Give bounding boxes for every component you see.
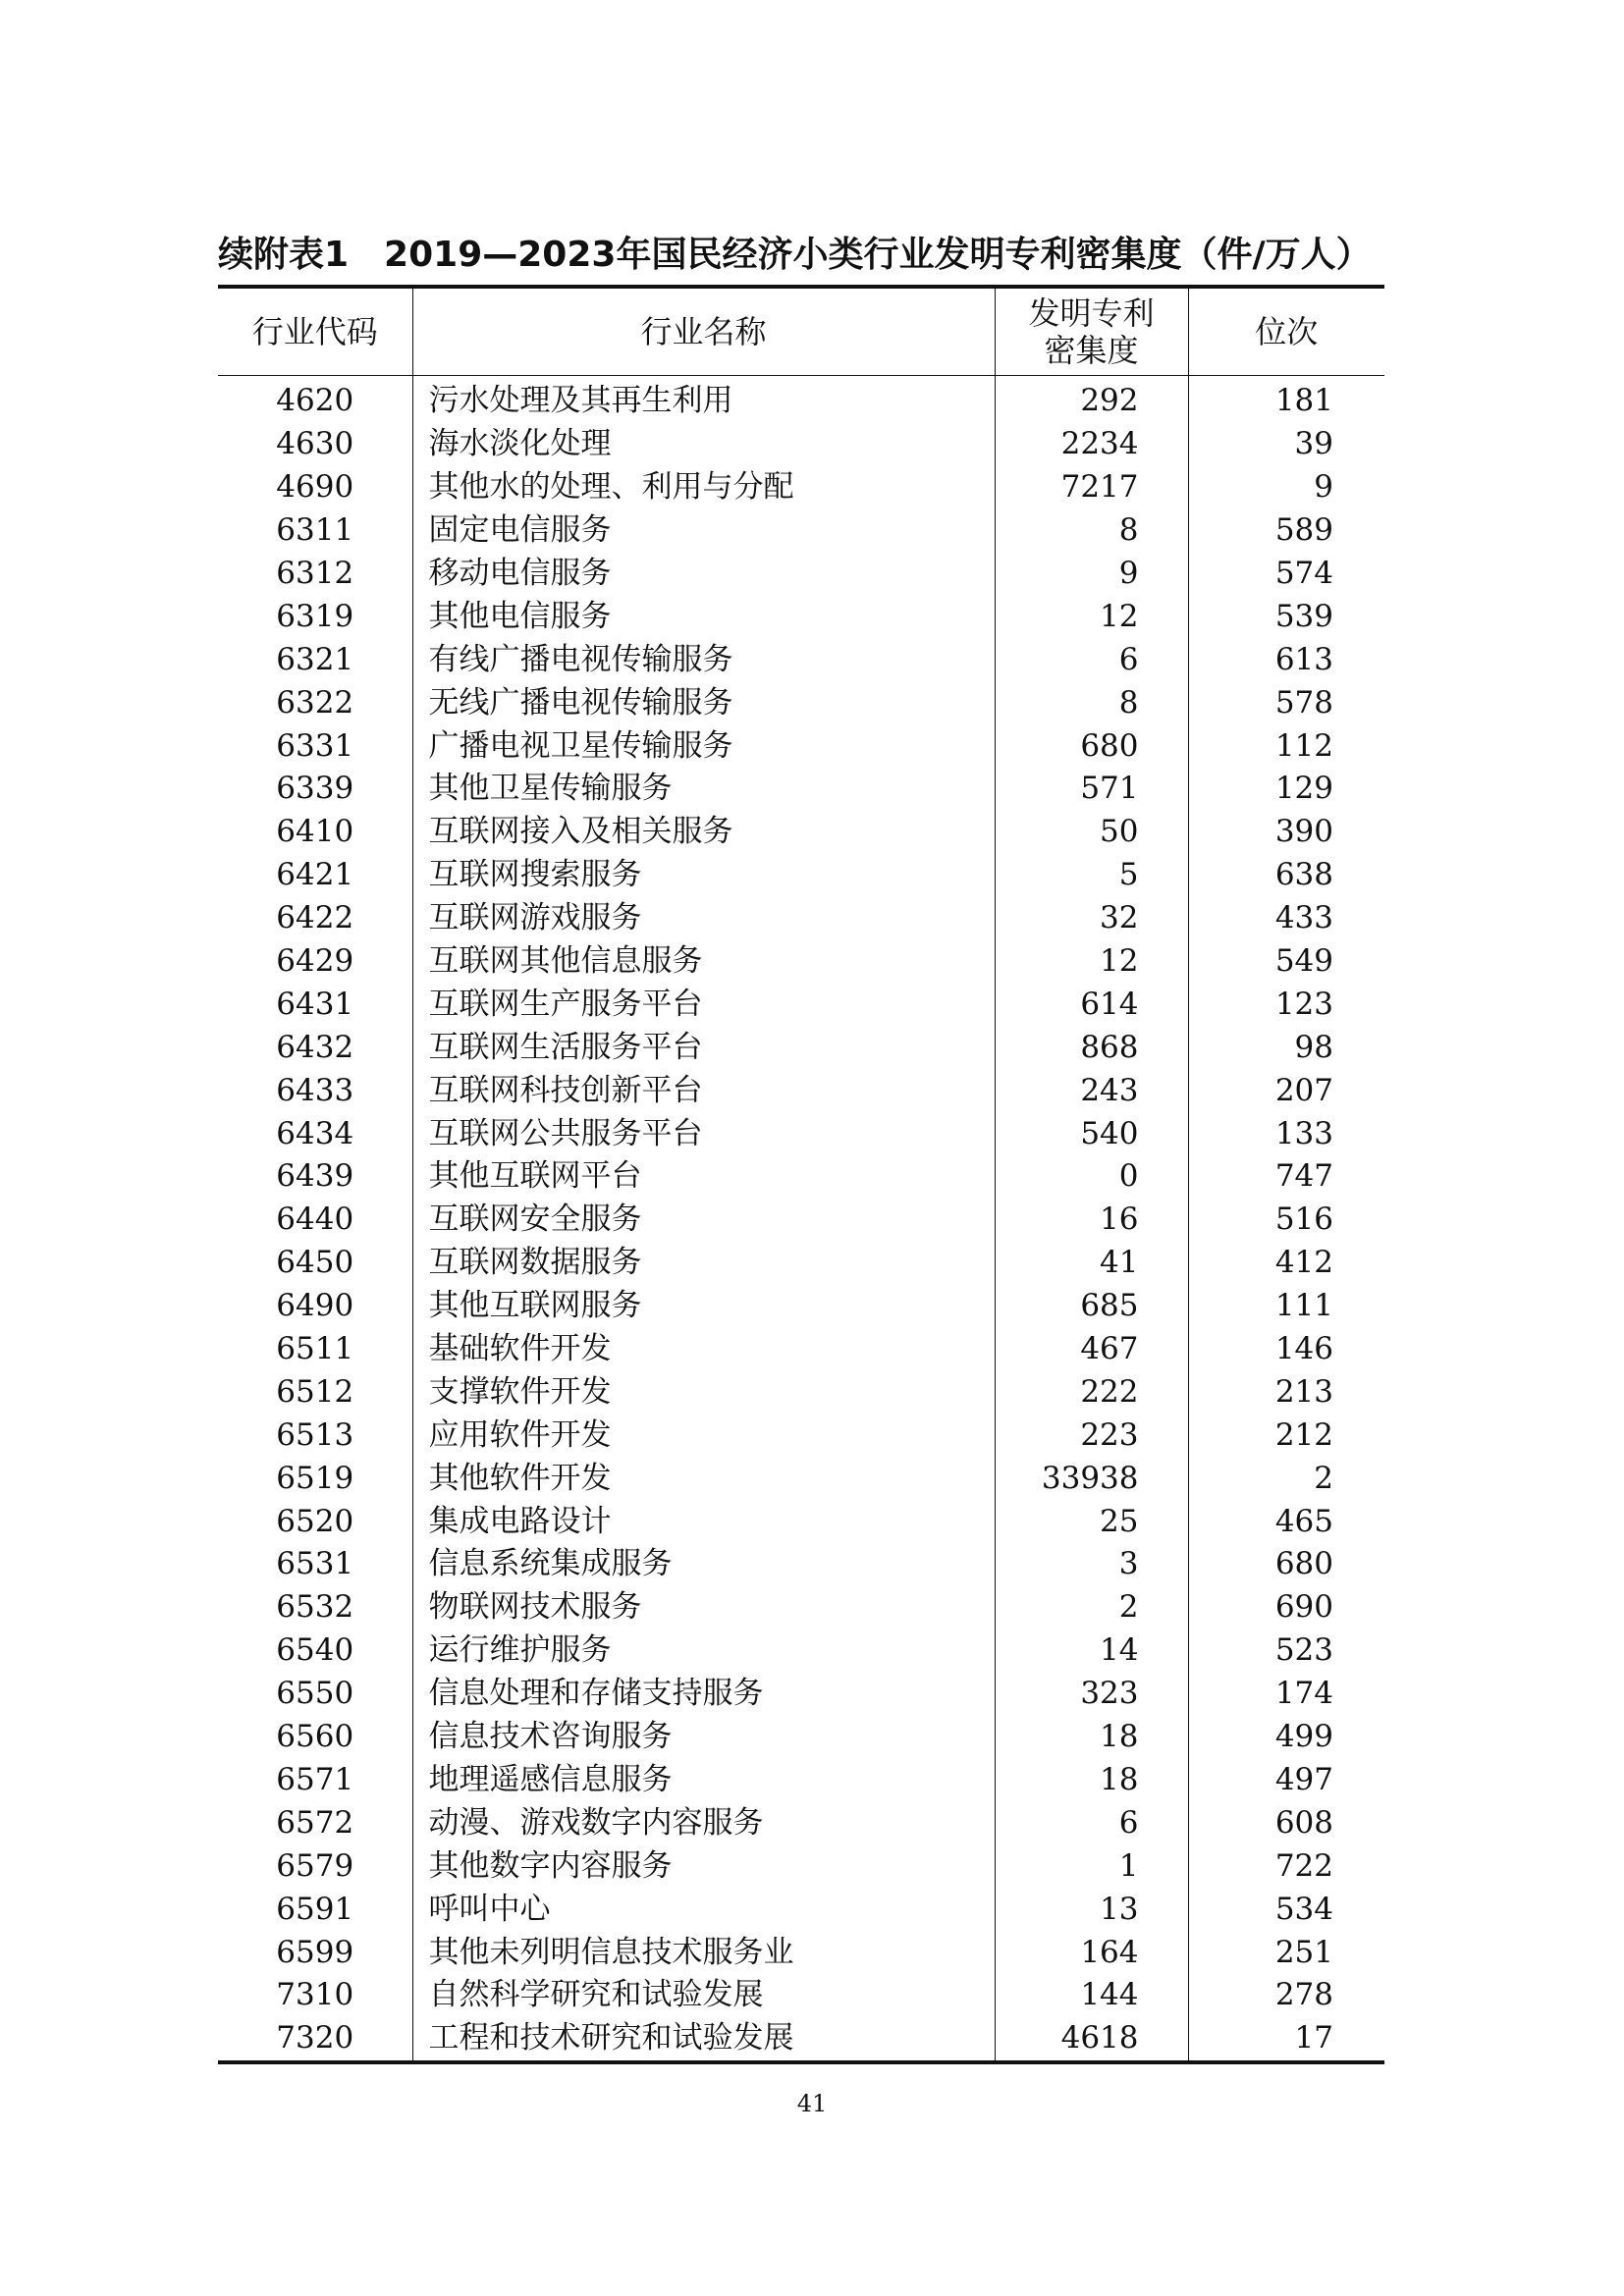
row-name: 广播电视卫星传输服务	[412, 724, 995, 768]
row-rank: 174	[1188, 1673, 1384, 1716]
row-rank: 181	[1188, 376, 1384, 423]
row-rank: 129	[1188, 768, 1384, 811]
row-density: 25	[995, 1500, 1188, 1543]
row-density: 3	[995, 1543, 1188, 1586]
table-row	[218, 681, 1384, 724]
row-density: 222	[995, 1370, 1188, 1414]
table-row	[218, 1285, 1384, 1328]
row-name: 污水处理及其再生利用	[412, 376, 995, 423]
row-name: 其他软件开发	[412, 1457, 995, 1500]
table-row	[218, 1844, 1384, 1888]
row-code: 6422	[276, 900, 354, 936]
row-name: 地理遥感信息服务	[412, 1759, 995, 1802]
row-name: 其他水的处理、利用与分配	[412, 466, 995, 509]
row-code: 6591	[276, 1891, 354, 1927]
row-code: 6490	[276, 1288, 354, 1324]
row-code: 7310	[276, 1977, 354, 2013]
row-name: 信息处理和存储支持服务	[412, 1673, 995, 1716]
row-code: 4620	[276, 383, 354, 419]
row-code: 6520	[276, 1503, 354, 1539]
row-density: 680	[995, 724, 1188, 768]
row-code: 6433	[276, 1072, 354, 1108]
row-code: 6512	[276, 1373, 354, 1410]
table-row	[218, 983, 1384, 1026]
row-code: 4690	[276, 469, 354, 506]
row-code: 6531	[276, 1546, 354, 1582]
table-row	[218, 376, 1384, 423]
row-name: 工程和技术研究和试验发展	[412, 2017, 995, 2062]
table-row	[218, 1543, 1384, 1586]
table-row	[218, 1629, 1384, 1673]
row-name: 互联网其他信息服务	[412, 940, 995, 984]
row-density: 50	[995, 811, 1188, 854]
row-density: 292	[995, 376, 1188, 423]
row-rank: 39	[1188, 423, 1384, 466]
table-row	[218, 1673, 1384, 1716]
row-rank: 111	[1188, 1285, 1384, 1328]
row-density: 868	[995, 1026, 1188, 1069]
row-name: 其他数字内容服务	[412, 1844, 995, 1888]
row-density: 4618	[995, 2017, 1188, 2062]
row-density: 243	[995, 1069, 1188, 1112]
row-code: 6432	[276, 1029, 354, 1065]
header-density-line1: 发明专利	[1028, 294, 1155, 332]
row-code: 6339	[276, 771, 354, 807]
table-row	[218, 1801, 1384, 1844]
row-density: 32	[995, 897, 1188, 940]
row-code: 6560	[276, 1719, 354, 1755]
table-row	[218, 1199, 1384, 1242]
row-rank: 613	[1188, 638, 1384, 681]
table-row	[218, 638, 1384, 681]
table-row	[218, 553, 1384, 596]
row-name: 集成电路设计	[412, 1500, 995, 1543]
row-code: 6572	[276, 1804, 354, 1841]
row-rank: 278	[1188, 1974, 1384, 2017]
row-name: 互联网生产服务平台	[412, 983, 995, 1026]
row-density: 6	[995, 1801, 1188, 1844]
row-name: 固定电信服务	[412, 509, 995, 553]
row-rank: 251	[1188, 1931, 1384, 1974]
row-rank: 574	[1188, 553, 1384, 596]
row-name: 有线广播电视传输服务	[412, 638, 995, 681]
row-rank: 539	[1188, 595, 1384, 638]
row-density: 1	[995, 1844, 1188, 1888]
row-rank: 722	[1188, 1844, 1384, 1888]
row-rank: 390	[1188, 811, 1384, 854]
row-name: 其他卫星传输服务	[412, 768, 995, 811]
header-density	[995, 287, 1188, 376]
row-rank: 465	[1188, 1500, 1384, 1543]
row-code: 6513	[276, 1416, 354, 1453]
table-row	[218, 1457, 1384, 1500]
table-row	[218, 1500, 1384, 1543]
header-rank: 位次	[1188, 287, 1384, 376]
row-rank: 690	[1188, 1586, 1384, 1629]
table-row	[218, 811, 1384, 854]
row-density: 540	[995, 1112, 1188, 1155]
row-density: 614	[995, 983, 1188, 1026]
row-code: 6579	[276, 1847, 354, 1884]
row-code: 4630	[276, 426, 354, 462]
row-rank: 549	[1188, 940, 1384, 984]
row-name: 互联网接入及相关服务	[412, 811, 995, 854]
row-density: 571	[995, 768, 1188, 811]
row-density: 18	[995, 1716, 1188, 1759]
header-density-line2: 密集度	[1044, 332, 1139, 369]
row-rank: 412	[1188, 1242, 1384, 1285]
row-name: 海水淡化处理	[412, 423, 995, 466]
row-rank: 123	[1188, 983, 1384, 1026]
table-row	[218, 1716, 1384, 1759]
row-density: 2234	[995, 423, 1188, 466]
row-name: 其他互联网服务	[412, 1285, 995, 1328]
row-code: 6431	[276, 986, 354, 1022]
row-code: 6410	[276, 814, 354, 850]
row-rank: 680	[1188, 1543, 1384, 1586]
table-row	[218, 854, 1384, 897]
row-rank: 499	[1188, 1716, 1384, 1759]
row-name: 互联网搜索服务	[412, 854, 995, 897]
patent-density-table	[218, 285, 1384, 2064]
row-code: 6532	[276, 1589, 354, 1626]
row-density: 33938	[995, 1457, 1188, 1500]
row-code: 6550	[276, 1676, 354, 1712]
row-name: 物联网技术服务	[412, 1586, 995, 1629]
row-code: 6540	[276, 1632, 354, 1669]
table-row	[218, 1328, 1384, 1371]
row-name: 支撑软件开发	[412, 1370, 995, 1414]
row-code: 6440	[276, 1201, 354, 1238]
row-density: 13	[995, 1888, 1188, 1931]
header-code: 行业代码	[218, 287, 412, 376]
row-code: 7320	[276, 2020, 354, 2056]
row-code: 6421	[276, 857, 354, 893]
row-name: 互联网公共服务平台	[412, 1112, 995, 1155]
row-rank: 523	[1188, 1629, 1384, 1673]
row-density: 12	[995, 940, 1188, 984]
row-density: 144	[995, 1974, 1188, 2017]
table-row	[218, 1026, 1384, 1069]
row-rank: 534	[1188, 1888, 1384, 1931]
row-rank: 433	[1188, 897, 1384, 940]
table-row	[218, 1242, 1384, 1285]
row-code: 6331	[276, 727, 354, 764]
row-rank: 98	[1188, 1026, 1384, 1069]
row-rank: 146	[1188, 1328, 1384, 1371]
row-rank: 212	[1188, 1414, 1384, 1457]
table-row	[218, 1888, 1384, 1931]
row-density: 6	[995, 638, 1188, 681]
row-density: 685	[995, 1285, 1188, 1328]
row-rank: 17	[1188, 2017, 1384, 2062]
row-name: 互联网安全服务	[412, 1199, 995, 1242]
table-title: 续附表1 2019—2023年国民经济小类行业发明专利密集度（件/万人）	[218, 235, 1372, 275]
row-density: 14	[995, 1629, 1188, 1673]
row-density: 41	[995, 1242, 1188, 1285]
row-density: 223	[995, 1414, 1188, 1457]
row-name: 动漫、游戏数字内容服务	[412, 1801, 995, 1844]
row-name: 互联网游戏服务	[412, 897, 995, 940]
table-row	[218, 595, 1384, 638]
table-row	[218, 724, 1384, 768]
row-name: 运行维护服务	[412, 1629, 995, 1673]
table-row	[218, 897, 1384, 940]
row-name: 其他互联网平台	[412, 1155, 995, 1199]
row-rank: 207	[1188, 1069, 1384, 1112]
row-rank: 112	[1188, 724, 1384, 768]
row-name: 互联网生活服务平台	[412, 1026, 995, 1069]
row-rank: 608	[1188, 1801, 1384, 1844]
row-code: 6434	[276, 1115, 354, 1151]
row-name: 移动电信服务	[412, 553, 995, 596]
table-row	[218, 1155, 1384, 1199]
table-row	[218, 1112, 1384, 1155]
header-row	[218, 287, 1384, 376]
row-rank: 578	[1188, 681, 1384, 724]
row-name: 无线广播电视传输服务	[412, 681, 995, 724]
row-code: 6511	[276, 1331, 354, 1367]
table-row	[218, 940, 1384, 984]
row-code: 6450	[276, 1245, 354, 1281]
row-code: 6599	[276, 1934, 354, 1970]
table-row	[218, 1759, 1384, 1802]
row-name: 其他电信服务	[412, 595, 995, 638]
row-rank: 747	[1188, 1155, 1384, 1199]
row-name: 信息技术咨询服务	[412, 1716, 995, 1759]
table-row	[218, 509, 1384, 553]
row-name: 信息系统集成服务	[412, 1543, 995, 1586]
row-name: 其他未列明信息技术服务业	[412, 1931, 995, 1974]
row-rank: 9	[1188, 466, 1384, 509]
row-code: 6322	[276, 684, 354, 721]
row-code: 6571	[276, 1761, 354, 1797]
row-rank: 213	[1188, 1370, 1384, 1414]
row-rank: 133	[1188, 1112, 1384, 1155]
table-row	[218, 466, 1384, 509]
row-code: 6439	[276, 1158, 354, 1195]
row-density: 9	[995, 553, 1188, 596]
row-name: 呼叫中心	[412, 1888, 995, 1931]
row-density: 8	[995, 509, 1188, 553]
row-name: 应用软件开发	[412, 1414, 995, 1457]
row-name: 互联网科技创新平台	[412, 1069, 995, 1112]
row-name: 自然科学研究和试验发展	[412, 1974, 995, 2017]
row-rank: 497	[1188, 1759, 1384, 1802]
row-density: 467	[995, 1328, 1188, 1371]
table-row	[218, 1414, 1384, 1457]
table-row	[218, 423, 1384, 466]
row-rank: 589	[1188, 509, 1384, 553]
row-density: 18	[995, 1759, 1188, 1802]
table-row	[218, 1370, 1384, 1414]
row-code: 6311	[276, 512, 354, 549]
row-rank: 516	[1188, 1199, 1384, 1242]
row-rank: 638	[1188, 854, 1384, 897]
row-density: 323	[995, 1673, 1188, 1716]
row-code: 6312	[276, 556, 354, 591]
row-density: 5	[995, 854, 1188, 897]
row-density: 2	[995, 1586, 1188, 1629]
row-code: 6319	[276, 598, 354, 634]
table-body	[218, 376, 1384, 2062]
header-name: 行业名称	[412, 287, 995, 376]
table-row	[218, 1974, 1384, 2017]
table-row	[218, 1931, 1384, 1974]
table-row	[218, 1586, 1384, 1629]
table-row	[218, 1069, 1384, 1112]
row-code: 6429	[276, 943, 354, 980]
row-density: 7217	[995, 466, 1188, 509]
page-number: 41	[796, 2090, 828, 2117]
row-density: 12	[995, 595, 1188, 638]
table-row	[218, 768, 1384, 811]
row-code: 6321	[276, 641, 354, 677]
row-name: 互联网数据服务	[412, 1242, 995, 1285]
row-density: 0	[995, 1155, 1188, 1199]
row-name: 基础软件开发	[412, 1328, 995, 1371]
table-row	[218, 2017, 1384, 2062]
row-density: 164	[995, 1931, 1188, 1974]
row-code: 6519	[276, 1460, 354, 1496]
row-density: 8	[995, 681, 1188, 724]
row-rank: 2	[1188, 1457, 1384, 1500]
row-density: 16	[995, 1199, 1188, 1242]
